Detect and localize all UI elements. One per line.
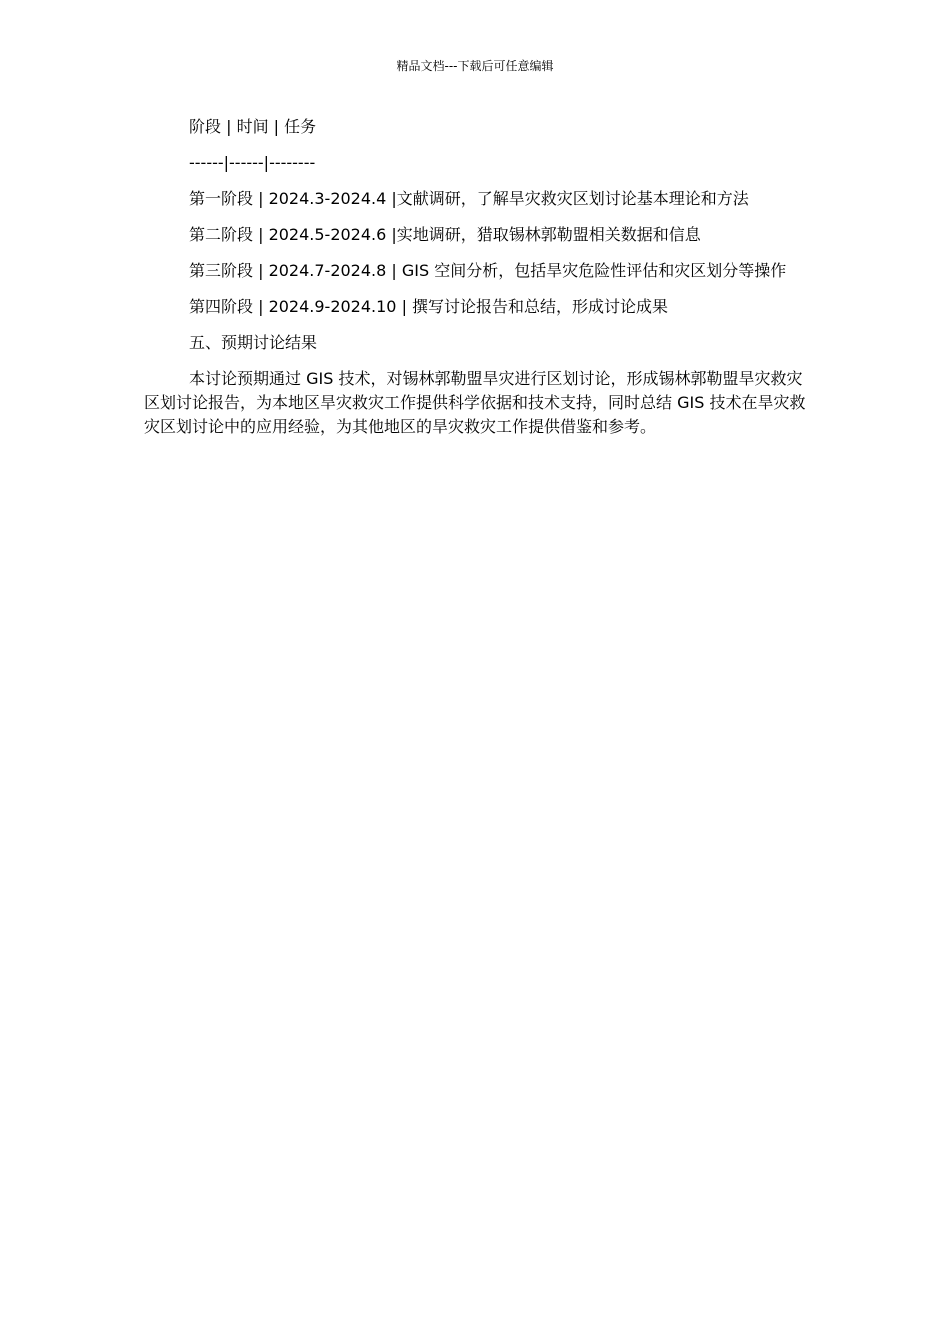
table-header-line: 阶段 | 时间 | 任务 — [189, 117, 317, 136]
section-title: 五、预期讨论结果 — [189, 333, 318, 352]
conclusion-paragraph: 本讨论预期通过 GIS 技术，对锡林郭勒盟旱灾进行区划讨论，形成锡林郭勒盟旱灾救灾区划讨论报告，为本地区旱灾救灾工作提供科学依据和技术支持，同时总结 GIS 技术在旱灾救灾区划讨论中的应用经验，为其他地区的旱灾救灾工作提供借鉴和参考。 — [144, 369, 806, 436]
page-header-text: 精品文档---下载后可任意编辑 — [396, 59, 554, 73]
table-row: 第四阶段 | 2024.9-2024.10 | 撰写讨论报告和总结，形成讨论成果 — [189, 297, 669, 316]
table-separator-line: ------|------|-------- — [189, 153, 316, 172]
table-row: 第三阶段 | 2024.7-2024.8 | GIS 空间分析，包括旱灾危险性评估和灾区划分等操作 — [189, 261, 787, 280]
page-header — [0, 57, 950, 75]
table-row: 第二阶段 | 2024.5-2024.6 |实地调研，猎取锡林郭勒盟相关数据和信息 — [189, 225, 701, 244]
document-body — [144, 115, 810, 451]
table-row: 第一阶段 | 2024.3-2024.4 |文献调研，了解旱灾救灾区划讨论基本理论和方法 — [189, 189, 749, 208]
